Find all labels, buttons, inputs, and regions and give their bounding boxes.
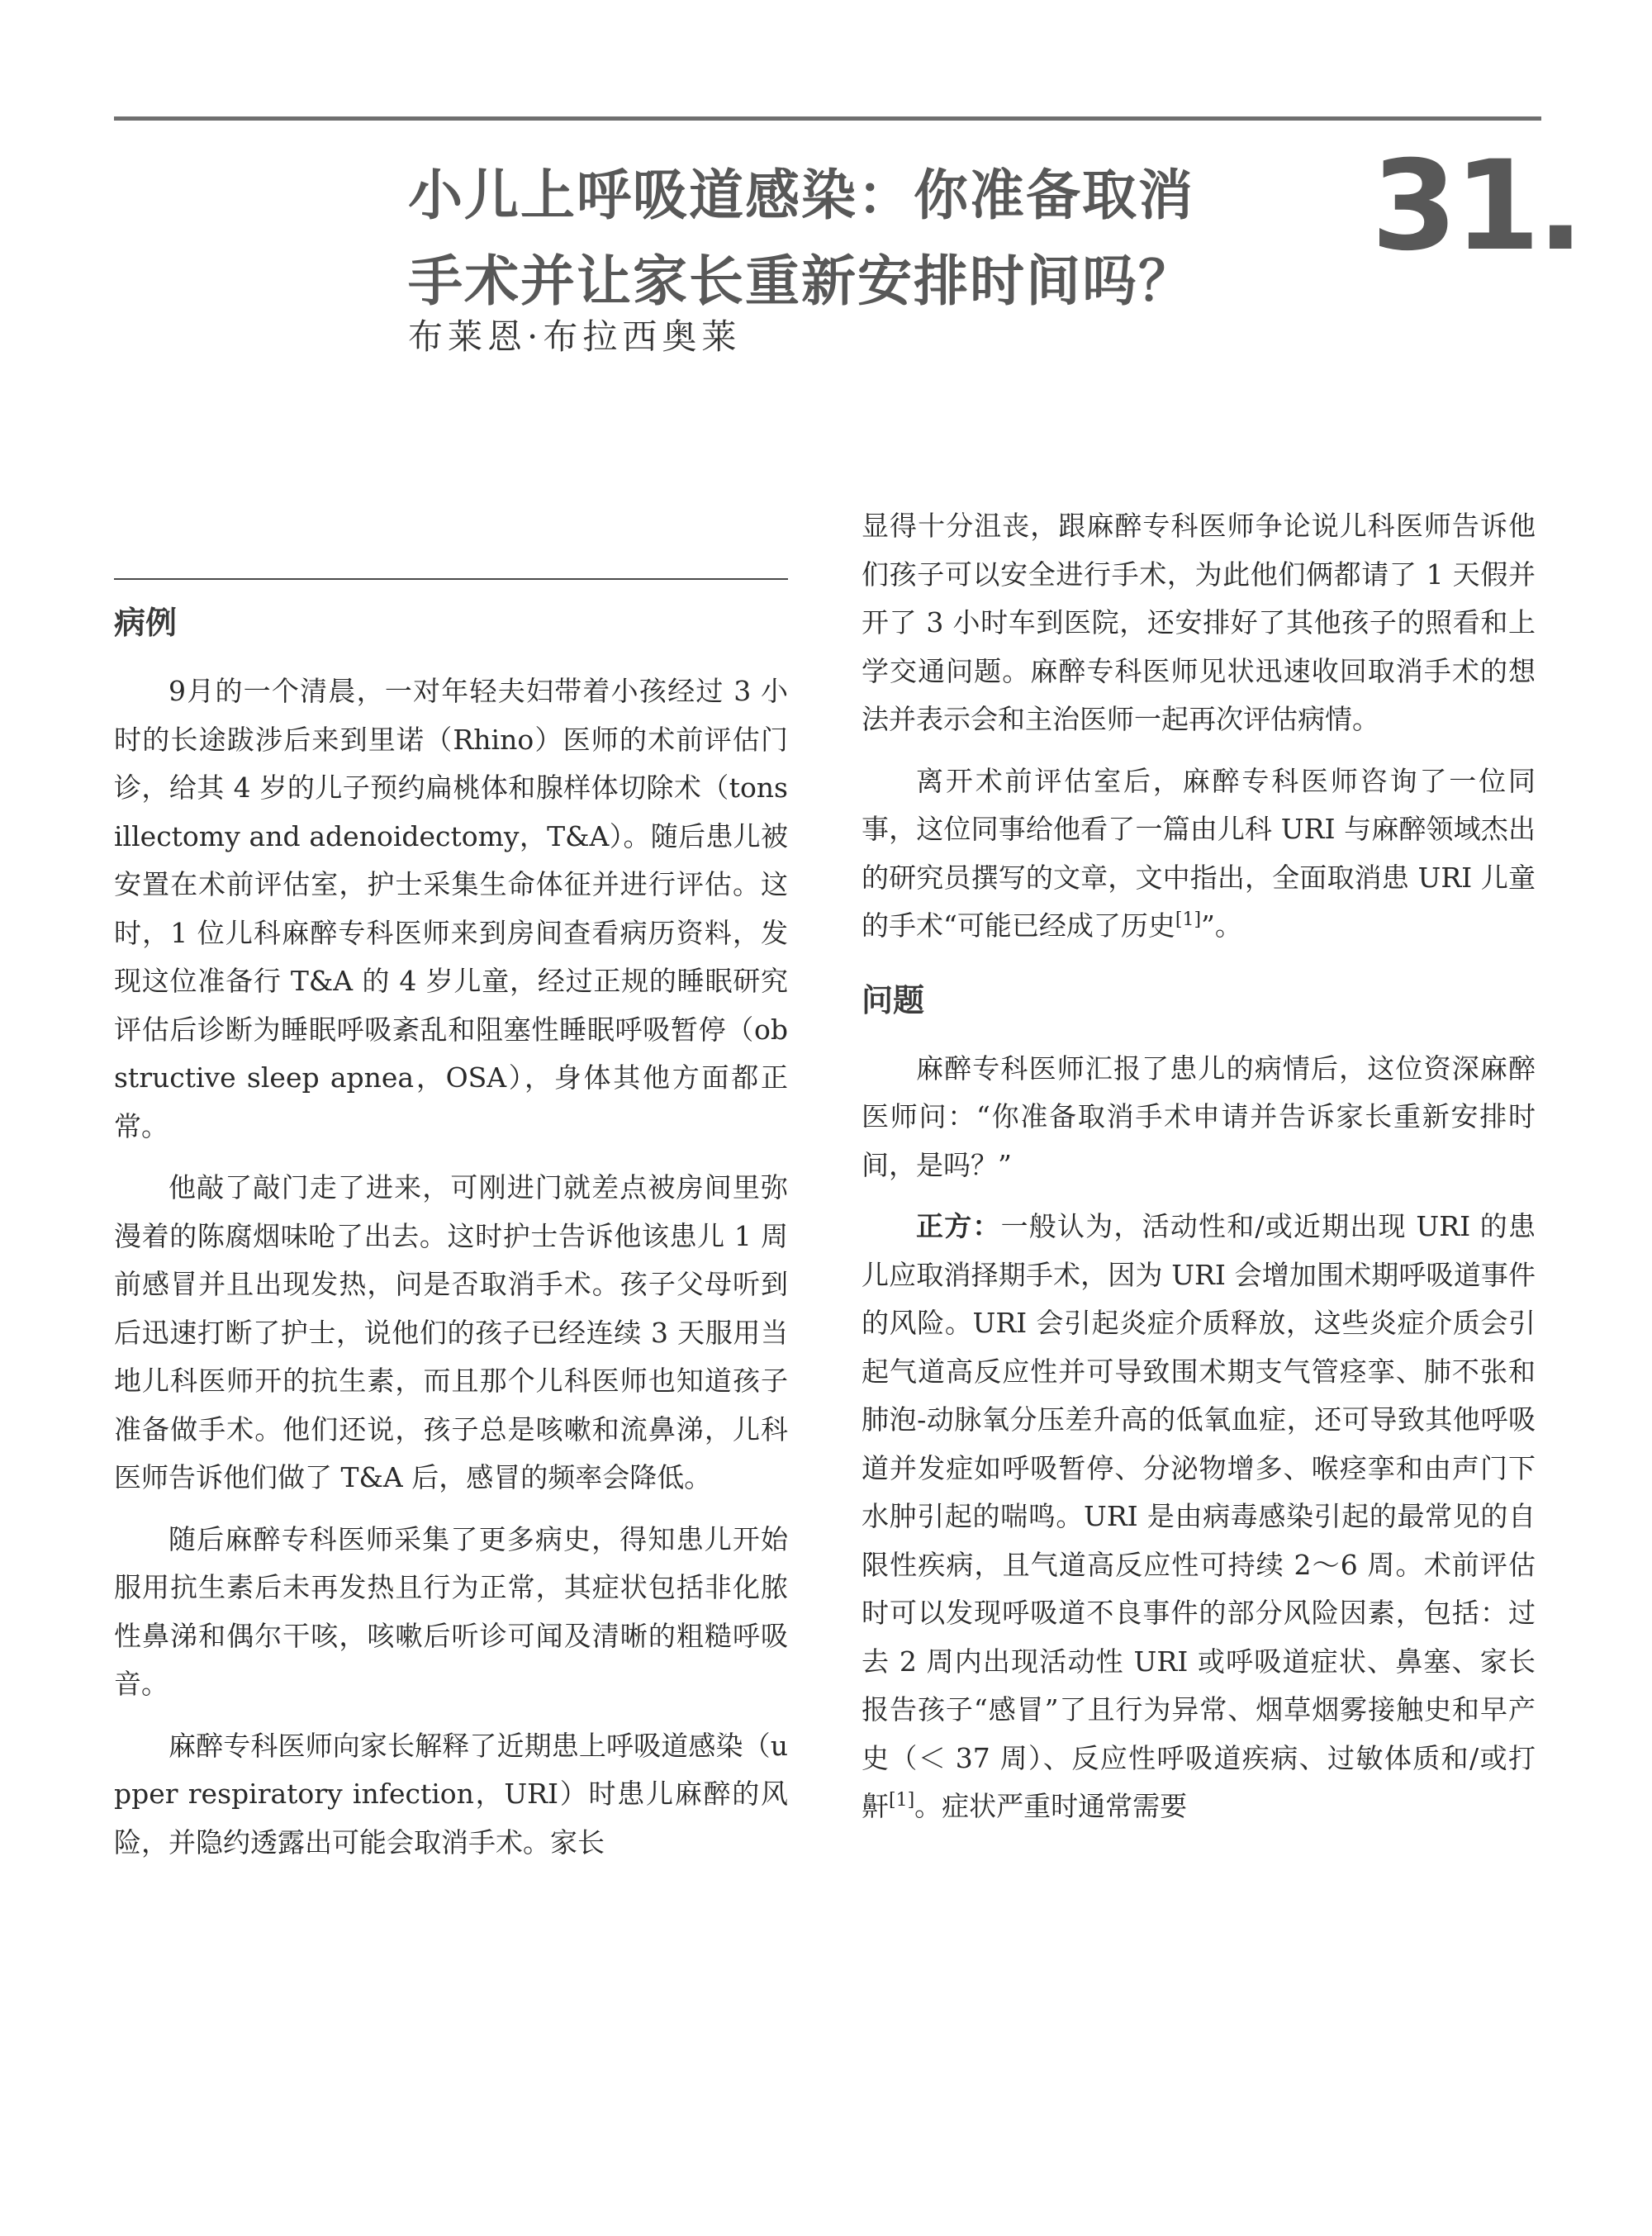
right-column [862,502,1536,1844]
case-paragraph-2: 他敲了敲门走了进来，可刚进门就差点被房间里弥漫着的陈腐烟味呛了出去。这时护士告诉他该患儿 1 周前感冒并且出现发热，问是否取消手术。孩子父母听到后迅速打断了护士，说他们的孩子已经连续 3 天服用当地儿科医师开的抗生素，而且那个儿科医师也知道孩子准备做手术。他们还说，孩子总是咳嗽和流鼻涕，儿科医师告诉他们做了 T&A 后，感冒的频率会降低。 [114,1171,788,1493]
pro-text-end: 。症状严重时通常需要 [914,1790,1188,1822]
author-name: 布莱恩·布拉西奥莱 [408,316,742,357]
case-paragraph-5-text: 离开术前评估室后，麻醉专科医师咨询了一位同事，这位同事给他看了一篇由儿科 URI 与麻醉领域杰出的研究员撰写的文章，文中指出，全面取消患 URI 儿童的手术“可能已经成了历史 [862,764,1536,942]
case-paragraph-5-end: ”。 [1201,909,1242,942]
case-paragraph-4: 麻醉专科医师向家长解释了近期患上呼吸道感染（upper respiratory infection，URI）时患儿麻醉的风险，并隐约透露出可能会取消手术。家长 [114,1729,788,1859]
pro-label: 正方： [916,1210,1001,1242]
citation-ref: [1] [1175,909,1202,930]
case-paragraph-1: 9月的一个清晨，一对年轻夫妇带着小孩经过 3 小时的长途跋涉后来到里诺（Rhino）医师的术前评估门诊，给其 4 岁的儿子预约扁桃体和腺样体切除术（tonsillectomy and adenoidectomy，T&A）。随后患儿被安置在术前评估室，护士采集生命体征并进行评估。这时，1 位儿科麻醉专科医师来到房间查看病历资料，发现这位准备行 T&A 的 4 岁儿童，经过正规的睡眠研究评估后诊断为睡眠呼吸紊乱和阻塞性睡眠呼吸暂停（obstructive sleep apnea，OSA），身体其他方面都正常。 [114,675,788,1142]
pro-text: 一般认为，活动性和/或近期出现 URI 的患儿应取消择期手术，因为 URI 会增加围术期呼吸道事件的风险。URI 会引起炎症介质释放，这些炎症介质会引起气道高反应性并可导致围术期支气管痉挛、肺不张和肺泡-动脉氧分压差升高的低氧血症，还可导致其他呼吸道并发症如呼吸暂停、分泌物增多、喉痉挛和由声门下水肿引起的喘鸣。URI 是由病毒感染引起的最常见的自限性疾病，且气道高反应性可持续 2～6 周。术前评估时可以发现呼吸道不良事件的部分风险因素，包括：过去 2 周内出现活动性 URI 或呼吸道症状、鼻塞、家长报告孩子“感冒”了且行为异常、烟草烟雾接触史和早产史（＜ 37 周）、反应性呼吸道疾病、过敏体质和/或打鼾 [862,1210,1536,1822]
question-paragraph: 麻醉专科医师汇报了患儿的病情后，这位资深麻醉医师问：“你准备取消手术申请并告诉家长重新安排时间，是吗？” [862,1052,1536,1181]
case-paragraph-continued: 显得十分沮丧，跟麻醉专科医师争论说儿科医师告诉他们孩子可以安全进行手术，为此他们俩都请了 1 天假并开了 3 小时车到医院，还安排好了其他孩子的照看和上学交通问题。麻醉专科医师见状迅速收回取消手术的想法并表示会和主治医师一起再次评估病情。 [862,510,1536,735]
case-paragraph-5 [862,757,1536,951]
chapter-title [408,153,1383,325]
chapter-number: 31. [1371,135,1581,278]
title-line-2: 手术并让家长重新安排时间吗？ [408,249,1194,313]
section-rule [114,578,788,580]
citation-ref: [1] [889,1790,915,1811]
left-column [114,578,788,1880]
case-paragraph-3: 随后麻醉专科医师采集了更多病史，得知患儿开始服用抗生素后未再发热且行为正常，其症状包括非化脓性鼻涕和偶尔干咳，咳嗽后听诊可闻及清晰的粗糙呼吸音。 [114,1522,788,1700]
title-line-1: 小儿上呼吸道感染：你准备取消 [408,164,1194,227]
section-heading-case: 病例 [114,605,178,641]
section-heading-question: 问题 [862,981,925,1018]
pro-paragraph [862,1203,1536,1831]
top-rule [114,116,1541,121]
